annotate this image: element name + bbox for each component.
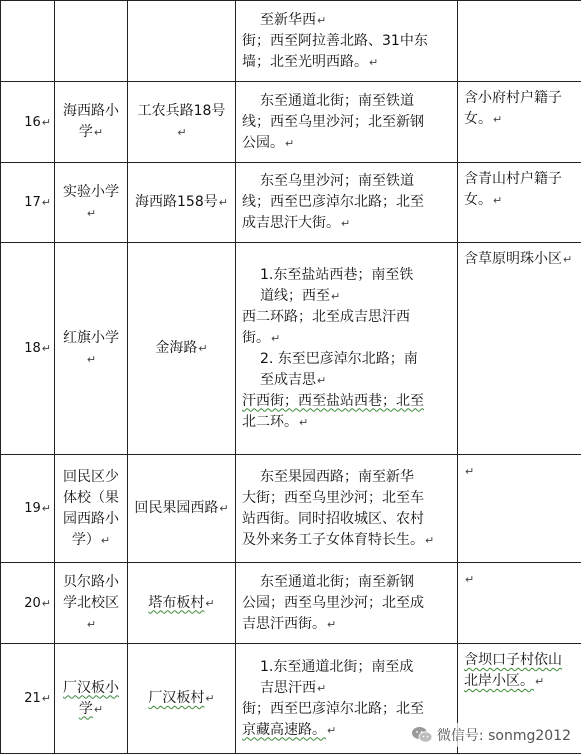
row-number: 20↵ — [1, 563, 55, 644]
enrollment-range: 1.东至通道北街；南至成 吉思汗西↵ 街；西至巴彦淖尔北路；北至 京藏高速路。↵ — [236, 644, 458, 754]
enrollment-range: 东至通道北街；南至新钢 公园；西至乌里沙河；北至成 吉思汗西街。↵ — [236, 563, 458, 644]
table-row — [1, 455, 581, 563]
school-address: 厂汉板村↵ — [128, 644, 236, 754]
school-name: 红旗小学↵ — [55, 243, 128, 455]
school-name: 贝尔路小学北校区↵ — [55, 563, 128, 644]
table-row — [1, 243, 581, 455]
enrollment-note: ↵ — [458, 563, 581, 644]
table-row — [1, 1, 581, 82]
enrollment-range: 至新华西↵ 街；西至阿拉善北路、31中东 墙；北至光明西路。↵ — [236, 1, 458, 82]
school-name — [55, 1, 128, 82]
wechat-icon — [411, 726, 433, 744]
row-number: 19↵ — [1, 455, 55, 563]
enrollment-range: 东至果园西路；南至新华 大街；西至乌里沙河；北至车 站西街。同时招收城区、农村 及外来务工子女体育特长生。↵ — [236, 455, 458, 563]
enrollment-range: 1.东至盐站西巷；南至铁 道线；西至↵ 西二环路；北至成吉思汗西 街。↵ 2. 东至巴彦淖尔北路；南 至成吉思↵ 汗西街；西至盐站西巷；北至 北二环。↵ — [236, 243, 458, 455]
school-address: 回民果园西路↵ — [128, 455, 236, 563]
row-number — [1, 1, 55, 82]
school-name: 实验小学↵ — [55, 163, 128, 243]
school-name: 回民区少体校（果园西路小学）↵ — [55, 455, 128, 563]
school-address: 塔布板村↵ — [128, 563, 236, 644]
school-address: 金海路↵ — [128, 243, 236, 455]
school-name: 厂汉板小学↵ — [55, 644, 128, 754]
row-number: 17↵ — [1, 163, 55, 243]
school-address — [128, 1, 236, 82]
enrollment-note — [458, 1, 581, 82]
row-number: 16↵ — [1, 82, 55, 163]
enrollment-note: 含青山村户籍子女。↵ — [458, 163, 581, 243]
enrollment-note: ↵ — [458, 455, 581, 563]
school-address: 海西路158号↵ — [128, 163, 236, 243]
enrollment-note: 含草原明珠小区↵ — [458, 243, 581, 455]
watermark-text: 微信号: sonmg2012 — [437, 725, 571, 745]
table-row — [1, 163, 581, 243]
wechat-watermark — [407, 723, 575, 747]
row-number: 21↵ — [1, 644, 55, 754]
school-address: 工农兵路18号↵ — [128, 82, 236, 163]
row-number: 18↵ — [1, 243, 55, 455]
enrollment-note: 含小府村户籍子女。↵ — [458, 82, 581, 163]
table-row — [1, 82, 581, 163]
enrollment-range: 东至乌里沙河；南至铁道 线；西至巴彦淖尔北路；北至 成吉思汗大街。↵ — [236, 163, 458, 243]
enrollment-range: 东至通道北街；南至铁道 线；西至乌里沙河；北至新钢 公园。↵ — [236, 82, 458, 163]
table-row — [1, 563, 581, 644]
school-name: 海西路小学↵ — [55, 82, 128, 163]
enrollment-note: 含坝口子村依山北岸小区。↵ — [458, 644, 581, 754]
